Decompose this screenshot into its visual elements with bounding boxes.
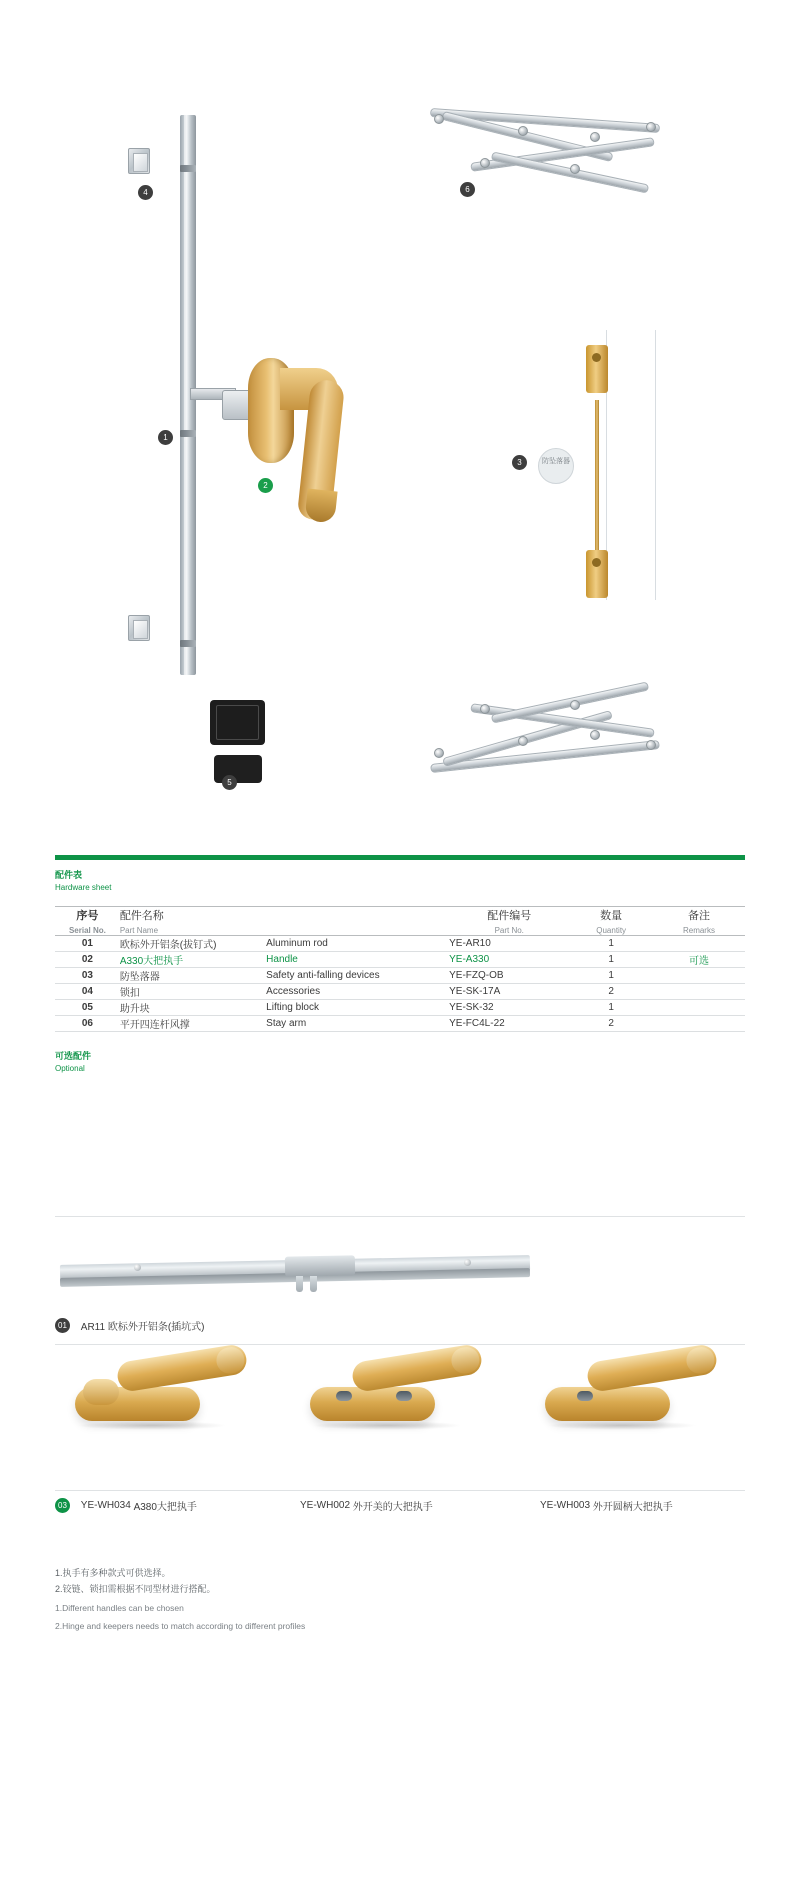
table-row bbox=[55, 952, 745, 968]
header-part-no: 配件编号 Part No. bbox=[449, 907, 569, 936]
cell-remark bbox=[653, 1000, 745, 1016]
handle-body bbox=[545, 1387, 670, 1421]
handle-name-3: 外开圆柄大把执手 bbox=[592, 1502, 673, 1513]
cell-remark bbox=[653, 936, 745, 952]
note-cn-2: 2.铰链、锁扣需根据不同型材进行搭配。 bbox=[55, 1584, 216, 1594]
optional-en: Optional bbox=[55, 1064, 85, 1073]
handle-button bbox=[396, 1391, 412, 1401]
stay-pin bbox=[590, 132, 600, 142]
ar11-hook bbox=[310, 1276, 317, 1292]
callout-2: 2 bbox=[258, 478, 273, 493]
rod-notch bbox=[180, 430, 196, 437]
handle-code-1: YE-WH034 bbox=[80, 1500, 131, 1511]
lifting-block bbox=[214, 755, 262, 783]
cell-qty: 1 bbox=[569, 936, 653, 952]
cell-name-cn: A330大把执手 bbox=[120, 952, 266, 968]
hardware-sheet bbox=[55, 855, 745, 1075]
handle-caption-3 bbox=[540, 1498, 673, 1513]
stay-pin bbox=[480, 158, 490, 168]
stay-pin bbox=[570, 700, 580, 710]
divider bbox=[55, 1216, 745, 1217]
cell-qty: 1 bbox=[569, 968, 653, 984]
handle-graphic bbox=[222, 340, 372, 525]
cell-name-cn: 欧标外开铝条(拔钉式) bbox=[120, 936, 266, 952]
cell-serial: 06 bbox=[55, 1016, 120, 1032]
anti-falling-block-top bbox=[586, 345, 608, 393]
ar11-rivet bbox=[134, 1264, 141, 1271]
ar11-hook bbox=[296, 1276, 303, 1292]
ar11-rivet bbox=[464, 1259, 471, 1266]
callout-4: 4 bbox=[138, 185, 153, 200]
cell-name-en: Lifting block bbox=[266, 1000, 449, 1016]
cell-name-cn: 防坠落器 bbox=[120, 968, 266, 984]
cell-qty: 2 bbox=[569, 984, 653, 1000]
header-serial: 序号 Serial No. bbox=[55, 907, 120, 936]
callout-3: 3 bbox=[512, 455, 527, 470]
table-row bbox=[55, 984, 745, 1000]
callout-1: 1 bbox=[158, 430, 173, 445]
photo-shadow bbox=[77, 1421, 227, 1430]
rod-notch bbox=[180, 640, 196, 647]
cell-name-cn: 助升块 bbox=[120, 1000, 266, 1016]
stay-pin bbox=[434, 114, 444, 124]
cell-qty: 1 bbox=[569, 952, 653, 968]
cell-qty: 1 bbox=[569, 1000, 653, 1016]
cell-remark bbox=[653, 984, 745, 1000]
handle-lever bbox=[585, 1343, 718, 1393]
rod-notch bbox=[180, 165, 196, 172]
cell-name-en: Stay arm bbox=[266, 1016, 449, 1032]
cell-qty: 2 bbox=[569, 1016, 653, 1032]
note-en-1: 1.Different handles can be chosen bbox=[55, 1603, 184, 1613]
cell-name-en: Safety anti-falling devices bbox=[266, 968, 449, 984]
ar11-caption bbox=[55, 1318, 205, 1333]
badge-01: 01 bbox=[55, 1318, 70, 1333]
photo-shadow bbox=[312, 1421, 462, 1430]
guide-line bbox=[655, 330, 656, 600]
cell-name-en: Accessories bbox=[266, 984, 449, 1000]
stay-pin bbox=[434, 748, 444, 758]
handle-button bbox=[336, 1391, 352, 1401]
anti-falling-block-bottom bbox=[586, 550, 608, 598]
handle-caption-2 bbox=[300, 1498, 433, 1513]
stay-pin bbox=[518, 126, 528, 136]
handle-lever bbox=[350, 1343, 483, 1393]
note-cn-1: 1.执手有多种款式可供选择。 bbox=[55, 1568, 171, 1578]
ar11-aluminum-rod-graphic bbox=[60, 1240, 560, 1300]
table-row bbox=[55, 968, 745, 984]
cell-part-no: YE-FC4L-22 bbox=[449, 1016, 569, 1032]
handle-photo-2 bbox=[300, 1335, 500, 1455]
anti-falling-rod bbox=[595, 400, 599, 560]
handle-code-2: YE-WH002 bbox=[300, 1500, 351, 1511]
exploded-diagram bbox=[0, 0, 800, 820]
stay-pin bbox=[590, 730, 600, 740]
cell-name-en: Handle bbox=[266, 952, 449, 968]
table-header-row bbox=[55, 907, 745, 936]
cell-serial: 02 bbox=[55, 952, 120, 968]
cell-serial: 05 bbox=[55, 1000, 120, 1016]
optional-heading bbox=[55, 1050, 745, 1075]
cell-part-no: YE-A330 bbox=[449, 952, 569, 968]
cell-serial: 03 bbox=[55, 968, 120, 984]
stay-pin bbox=[646, 740, 656, 750]
header-remarks: 备注 Remarks bbox=[653, 907, 745, 936]
table-row bbox=[55, 1000, 745, 1016]
cell-part-no: YE-AR10 bbox=[449, 936, 569, 952]
keeper-plate-icon bbox=[128, 615, 150, 641]
note-en-2: 2.Hinge and keepers needs to match according to different profiles bbox=[55, 1621, 306, 1631]
handle-body bbox=[310, 1387, 435, 1421]
sheet-title-cn: 配件表 bbox=[55, 870, 83, 880]
stay-pin bbox=[646, 122, 656, 132]
table-row bbox=[55, 936, 745, 952]
stay-arm-bottom-graphic bbox=[430, 690, 680, 780]
header-part-name: 配件名称 Part Name bbox=[120, 907, 449, 936]
handle-photo-1 bbox=[65, 1335, 265, 1455]
handle-code-3: YE-WH003 bbox=[540, 1500, 591, 1511]
cell-part-no: YE-SK-17A bbox=[449, 984, 569, 1000]
handle-knob bbox=[83, 1379, 119, 1405]
handle-variants bbox=[55, 1335, 745, 1485]
keeper-plate-icon bbox=[128, 148, 150, 174]
stay-pin bbox=[570, 164, 580, 174]
callout-5: 5 bbox=[222, 775, 237, 790]
green-rule bbox=[55, 855, 745, 860]
cell-remark: 可选 bbox=[653, 952, 745, 968]
stay-pin bbox=[480, 704, 490, 714]
header-quantity: 数量 Quantity bbox=[569, 907, 653, 936]
callout-6: 6 bbox=[460, 182, 475, 197]
cell-remark bbox=[653, 1016, 745, 1032]
hardware-table bbox=[55, 906, 745, 1032]
cell-name-cn: 平开四连杆风撑 bbox=[120, 1016, 266, 1032]
handle-name-1: A380大把执手 bbox=[133, 1502, 197, 1513]
handle-button bbox=[577, 1391, 593, 1401]
cell-part-no: YE-SK-32 bbox=[449, 1000, 569, 1016]
photo-shadow bbox=[547, 1421, 697, 1430]
sheet-title-en: Hardware sheet bbox=[55, 883, 112, 892]
cell-name-cn: 锁扣 bbox=[120, 984, 266, 1000]
sheet-title bbox=[55, 869, 745, 894]
divider bbox=[55, 1490, 745, 1491]
cell-part-no: YE-FZQ-OB bbox=[449, 968, 569, 984]
handle-name-2: 外开美的大把执手 bbox=[352, 1502, 433, 1513]
anti-falling-label-circle: 防坠落器 bbox=[538, 448, 574, 484]
ar11-caption-text: AR11 欧标外开铝条(插坑式) bbox=[80, 1322, 205, 1333]
stay-pin bbox=[518, 736, 528, 746]
handle-caption-1 bbox=[55, 1498, 197, 1513]
ar11-gearbox bbox=[285, 1255, 355, 1276]
cell-name-en: Aluminum rod bbox=[266, 936, 449, 952]
badge-03: 03 bbox=[55, 1498, 70, 1513]
optional-cn: 可选配件 bbox=[55, 1051, 92, 1061]
handle-photo-3 bbox=[535, 1335, 735, 1455]
cell-remark bbox=[653, 968, 745, 984]
notes-block bbox=[55, 1565, 745, 1633]
handle-lever bbox=[115, 1343, 248, 1393]
table-row bbox=[55, 1016, 745, 1032]
cell-serial: 01 bbox=[55, 936, 120, 952]
lifting-block-plate bbox=[210, 700, 265, 745]
cell-serial: 04 bbox=[55, 984, 120, 1000]
